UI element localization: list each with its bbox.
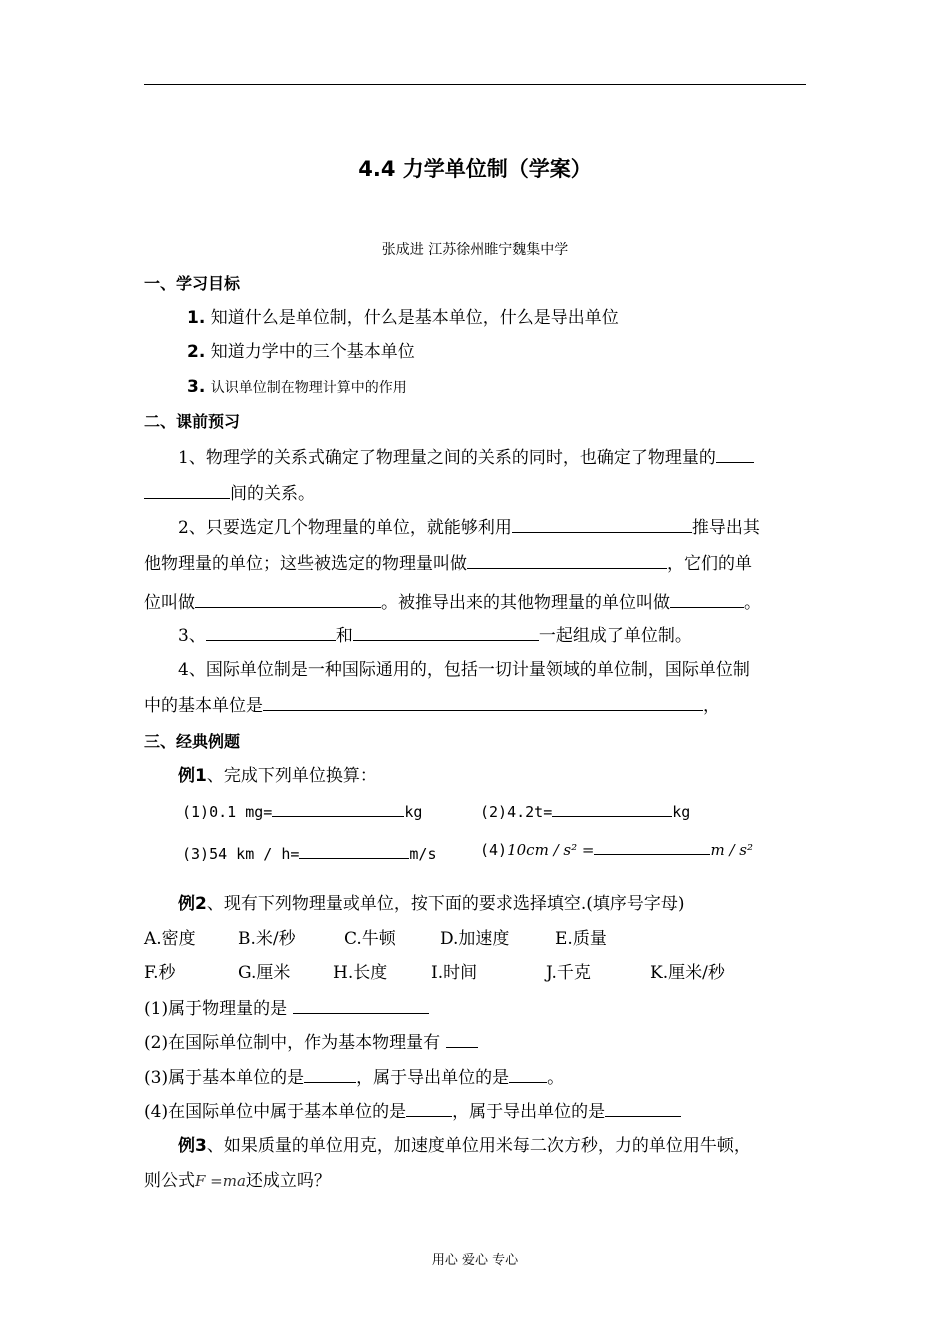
question-text: (4)在国际单位中属于基本单位的是: [144, 1102, 407, 1122]
blank[interactable]: [670, 591, 744, 608]
objective-2-num: 2.: [187, 342, 206, 362]
objective-1-text: 知道什么是单位制，什么是基本单位，什么是导出单位: [210, 308, 619, 328]
question-text: (1)属于物理量的是: [144, 999, 288, 1019]
question-text: ，属于导出单位的是: [452, 1102, 606, 1122]
conversion-1: [182, 800, 422, 823]
preview-q3-text: 和: [335, 626, 353, 646]
example-text: 则公式: [144, 1171, 195, 1191]
preview-q2-text: 。: [744, 593, 761, 613]
preview-q2-line3: [144, 591, 761, 614]
page-footer: 用心 爱心 专心: [431, 1253, 519, 1268]
section3-heading: 三、经典例题: [144, 732, 241, 751]
preview-q4-text: 中的基本单位是: [144, 696, 263, 716]
question-2: [144, 1031, 478, 1054]
option-k: K.厘米/秒: [650, 963, 725, 983]
option-j: J.千克: [546, 963, 591, 983]
preview-q2-line2: [144, 552, 752, 575]
preview-q1-line1: [178, 446, 754, 469]
blank[interactable]: [353, 624, 539, 641]
section2-heading: 二、课前预习: [144, 412, 241, 431]
objective-3-num: 3.: [187, 377, 206, 397]
blank[interactable]: [272, 800, 404, 817]
preview-q4-line2: [144, 694, 720, 717]
blank[interactable]: [594, 838, 710, 855]
preview-q2-text: ，它们的单: [667, 554, 752, 574]
preview-q3-text: 3、: [178, 626, 206, 646]
question-4: [144, 1100, 681, 1123]
preview-q4-line1: 4、国际单位制是一种国际通用的，包括一切计量领域的单位制，国际单位制: [178, 660, 750, 680]
preview-q2-text: 他物理量的单位；这些被选定的物理量叫做: [144, 554, 467, 574]
blank[interactable]: [446, 1031, 478, 1048]
question-1: [144, 997, 429, 1020]
objective-3-text: 认识单位制在物理计算中的作用: [210, 380, 407, 396]
blank[interactable]: [206, 624, 336, 641]
preview-q3: [178, 624, 692, 647]
blank[interactable]: [263, 694, 703, 711]
example-label: 例: [178, 766, 195, 786]
preview-q2-text: 推导出其: [691, 518, 760, 538]
example-text: 、完成下列单位换算：: [206, 766, 377, 786]
section1-heading: 一、学习目标: [144, 274, 241, 293]
blank[interactable]: [293, 997, 429, 1014]
blank[interactable]: [605, 1100, 681, 1117]
blank[interactable]: [406, 1100, 452, 1117]
question-text: (3)属于基本单位的是: [144, 1068, 305, 1088]
conversion-unit: m/s: [409, 845, 437, 863]
blank[interactable]: [299, 842, 409, 859]
example-label: 例: [178, 894, 195, 914]
example-text: 还成立吗？: [245, 1171, 331, 1191]
objective-1-num: 1.: [187, 308, 206, 328]
blank[interactable]: [509, 1066, 547, 1083]
question-text: (2)在国际单位制中，作为基本物理量有: [144, 1033, 441, 1053]
option-h: H.长度: [333, 963, 388, 983]
conversion-3: [182, 842, 437, 865]
conversion-text: (4): [480, 841, 508, 859]
conversion-unit: kg: [672, 803, 691, 821]
preview-q1-line2: [144, 482, 315, 505]
conversion-text: (2)4.2t=: [480, 803, 553, 821]
example-2-heading: [178, 893, 685, 915]
conversion-formula: 10cm / s² =: [507, 841, 595, 859]
conversion-2: [480, 800, 690, 823]
preview-q1-text-end: 间的关系。: [230, 484, 315, 504]
preview-q2-line1: [178, 516, 760, 539]
example-text: 、现有下列物理量或单位，按下面的要求选择填空.(填序号字母): [206, 894, 685, 914]
formula-f-ma: F =ma: [195, 1172, 246, 1190]
option-g: G.厘米: [238, 963, 291, 983]
objective-2-text: 知道力学中的三个基本单位: [210, 342, 415, 362]
question-text: 。: [547, 1068, 565, 1088]
blank[interactable]: [195, 591, 381, 608]
author-line: 张成进 江苏徐州睢宁魏集中学: [381, 242, 569, 258]
example-3-line2: [144, 1170, 331, 1192]
example-3-heading: [178, 1135, 751, 1157]
example-number: 2: [195, 894, 207, 914]
question-text: ，属于导出单位的是: [356, 1068, 510, 1088]
blank[interactable]: [512, 516, 692, 533]
preview-q2-text: 位叫做: [144, 593, 195, 613]
example-number: 3: [195, 1136, 207, 1156]
option-b: B.米/秒: [238, 929, 296, 949]
example-1-heading: [178, 765, 377, 787]
preview-q2-text: 。被推导出来的其他物理量的单位叫做: [381, 593, 670, 613]
preview-q1-text: 1、物理学的关系式确定了物理量之间的关系的同时，也确定了物理量的: [178, 448, 716, 468]
question-3: [144, 1066, 564, 1089]
blank[interactable]: [552, 800, 672, 817]
preview-q3-text: 一起组成了单位制。: [538, 626, 692, 646]
option-a: A.密度: [144, 929, 196, 949]
page-title: 4.4 力学单位制（学案）: [358, 157, 592, 181]
objective-3: [187, 376, 407, 399]
option-d: D.加速度: [440, 929, 510, 949]
example-text: 、如果质量的单位用克，加速度单位用米每二次方秒，力的单位用牛顿，: [206, 1136, 751, 1156]
conversion-unit: kg: [404, 803, 423, 821]
preview-q2-text: 2、只要选定几个物理量的单位，就能够利用: [178, 518, 512, 538]
blank[interactable]: [467, 552, 667, 569]
example-number: 1: [195, 766, 207, 786]
option-f: F.秒: [144, 963, 176, 983]
header-rule: [144, 84, 806, 85]
blank[interactable]: [144, 482, 230, 499]
conversion-4: [480, 838, 753, 861]
option-e: E.质量: [555, 929, 607, 949]
conversion-unit: m / s²: [710, 841, 753, 859]
conversion-text: (3)54 km / h=: [182, 845, 300, 863]
blank[interactable]: [304, 1066, 356, 1083]
conversion-text: (1)0.1 mg=: [182, 803, 273, 821]
option-c: C.牛顿: [344, 929, 396, 949]
example-label: 例: [178, 1136, 195, 1156]
preview-q4-text: ，: [703, 696, 720, 716]
option-i: I.时间: [431, 963, 478, 983]
objective-1: [187, 307, 619, 329]
objective-2: [187, 341, 415, 363]
blank[interactable]: [716, 446, 754, 463]
